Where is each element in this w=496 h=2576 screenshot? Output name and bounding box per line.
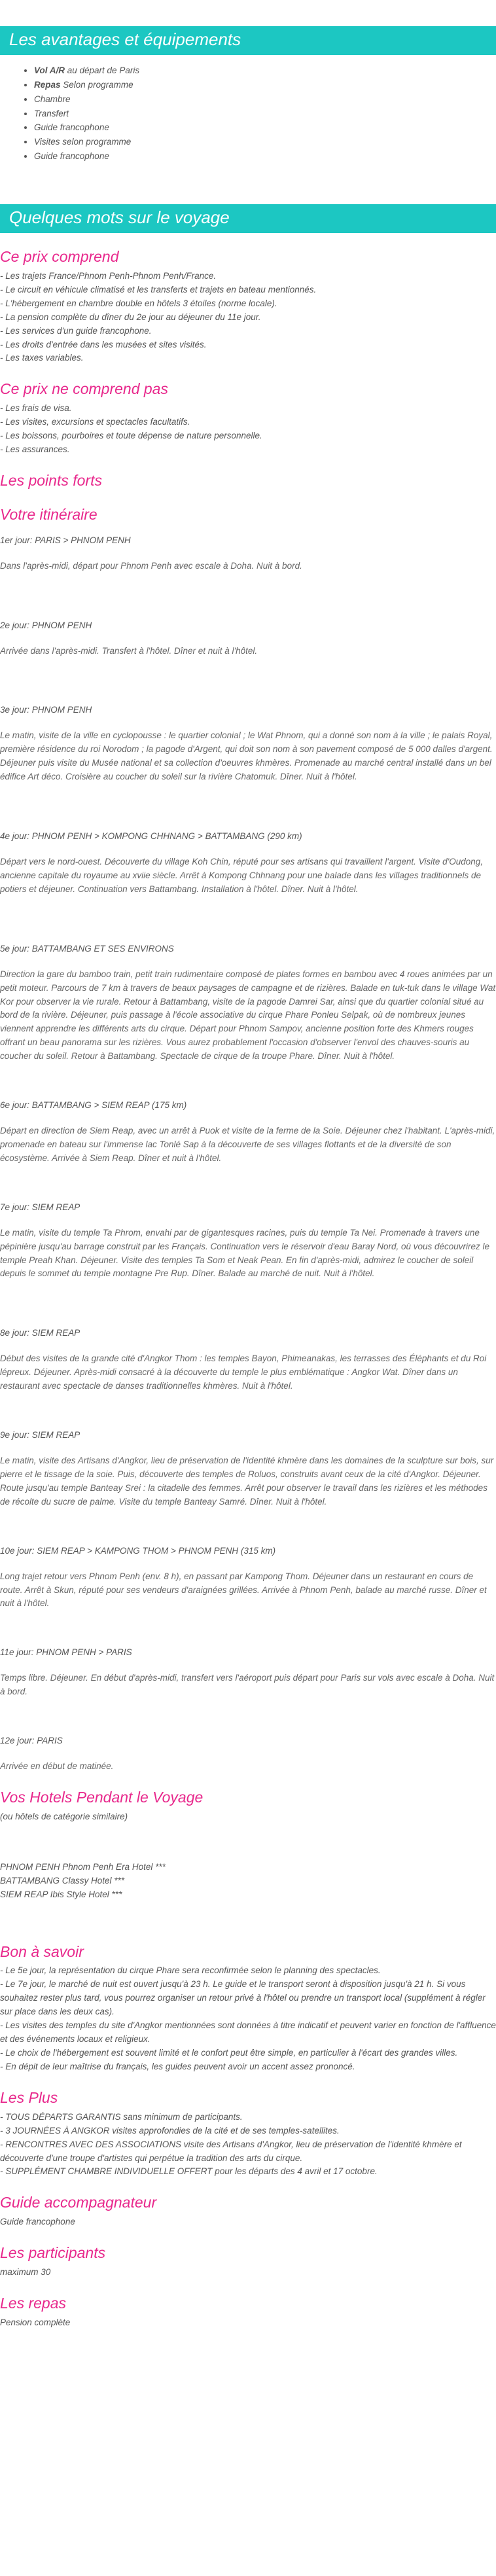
list-item: - Les visites, excursions et spectacles facultatifs. (0, 417, 190, 427)
day-text: Temps libre. Déjeuner. En début d'après-midi, transfert vers l'aéroport puis départ pour Paris sur vols avec escale à Doha. Nuit à bord. (0, 1673, 495, 1697)
repas-heading: Les repas (0, 2294, 67, 2312)
itinerary-day (0, 704, 496, 784)
advantage-item: • Visites selon programme (34, 135, 496, 149)
day-title: 9e jour: SIEM REAP (0, 1430, 80, 1440)
itinerary-day (0, 1327, 496, 1393)
voyage-title: Quelques mots sur le voyage (9, 207, 230, 228)
day-title: 12e jour: PARIS (0, 1736, 63, 1746)
itinerary-day (0, 1099, 496, 1166)
day-title: 5e jour: BATTAMBANG ET SES ENVIRONS (0, 943, 174, 954)
hotel-item: BATTAMBANG Classy Hotel *** (0, 1875, 125, 1886)
day-title: 10e jour: SIEM REAP > KAMPONG THOM > PHNOM PENH (315 km) (0, 1545, 276, 1556)
day-text: Arrivée dans l'après-midi. Transfert à l'hôtel. Dîner et nuit à l'hôtel. (0, 645, 258, 656)
list-item: - La pension complète du dîner du 2e jour au déjeuner du 11e jour. (0, 312, 261, 322)
day-text: Arrivée en début de matinée. (0, 1761, 114, 1772)
day-title: 2e jour: PHNOM PENH (0, 620, 92, 630)
advantages-list (0, 64, 496, 164)
list-item: - Les assurances. (0, 444, 70, 455)
itinerary-day (0, 1734, 496, 1774)
advantages-title: Les avantages et équipements (9, 29, 241, 49)
list-item: - Les frais de visa. (0, 403, 72, 414)
list-item: - L'hébergement en chambre double en hôtels 3 étoiles (norme locale). (0, 298, 277, 308)
list-item: - RENCONTRES AVEC DES ASSOCIATIONS visite des Artisans d'Angkor, lieu de préservation de l'identité khmère et découverte d'une troupe d'artistes qui perpétue la tradition des arts du cirque. (0, 2139, 462, 2163)
list-item: - 3 JOURNÉES À ANGKOR visites approfondies de la cité et de ses temples-satellites. (0, 2125, 340, 2136)
hotel-item: SIEM REAP Ibis Style Hotel *** (0, 1889, 122, 1899)
day-title: 3e jour: PHNOM PENH (0, 705, 92, 715)
prix-comprend-list (0, 270, 496, 365)
itinerary-day (0, 1429, 496, 1509)
hotels-list (0, 1861, 496, 1902)
advantage-item: • Guide francophone (34, 121, 496, 135)
advantage-item: • Vol A/R au départ de Paris (34, 64, 496, 78)
day-title: 4e jour: PHNOM PENH > KOMPONG CHHNANG > BATTAMBANG (290 km) (0, 831, 302, 842)
participants-text: maximum 30 (0, 2267, 51, 2278)
advantage-item: • Repas Selon programme (34, 79, 496, 92)
list-item: - Le 5e jour, la représentation du cirque Phare sera reconfirmée selon le planning des spectacles. (0, 1965, 381, 1976)
guide-text: Guide francophone (0, 2217, 75, 2227)
guide-heading: Guide accompagnateur (0, 2194, 157, 2211)
advantage-item: • Chambre (34, 93, 496, 107)
list-item: - Les services d'un guide francophone. (0, 325, 152, 336)
hotels-heading: Vos Hotels Pendant le Voyage (0, 1789, 204, 1806)
list-item: - Les boissons, pourboires et toute dépense de nature personnelle. (0, 431, 262, 441)
day-title: 11e jour: PHNOM PENH > PARIS (0, 1647, 132, 1658)
day-text: Le matin, visite des Artisans d'Angkor, lieu de préservation de l'identité khmère dans les domaines de la sculpture sur bois, sur pierre et le tissage de la soie. Puis, découverte des temples de Roluos, construits avant ceux de la cité d'Angkor. Déjeuner. Route jusqu'au temple Banteay Srei : la citadelle des femmes. Arrêt pour observer le travail dans les rizières et les méthodes de récolte du sucre de palme. Visite du temple Banteay Samré. Dîner. Nuit à l'hôtel. (0, 1456, 494, 1507)
itinerary-day (0, 942, 496, 1064)
list-item: - Les trajets France/Phnom Penh-Phnom Penh/France. (0, 270, 217, 281)
day-title: 7e jour: SIEM REAP (0, 1202, 80, 1212)
list-item: - Le circuit en véhicule climatisé et les transferts et trajets en bateau mentionnés. (0, 284, 317, 295)
itinerary-day (0, 1201, 496, 1281)
day-text: Le matin, visite du temple Ta Phrom, envahi par de gigantesques racines, puis du temple Ta Nei. Promenade à travers une pépinière jusqu'au barrage construit par les Français. Continuation vers le réservoir d'eau Baray Nord, où vous découvrirez le temple Preah Khan. Déjeuner. Visite des temples Ta Som et Neak Pean. En fin d'après-midi, admirez le coucher de soleil depuis le sommet du temple montagne Pre Rup. Dîner. Balade au marché de nuit. Nuit à l'hôtel. (0, 1227, 490, 1279)
itineraire-heading: Votre itinéraire (0, 505, 97, 523)
advantage-item: • Guide francophone (34, 150, 496, 164)
day-title: 1er jour: PARIS > PHNOM PENH (0, 535, 131, 545)
voyage-content (0, 247, 496, 2330)
itinerary-day (0, 830, 496, 897)
day-text: Le matin, visite de la ville en cyclopousse : le quartier colonial ; le Wat Phnom, qui a donné son nom à la ville ; le palais Royal, première résidence du roi Norodom ; la pagode d'Argent, qui doit son nom à son pavement composé de 5 000 dalles d'argent. Déjeuner puis visite du Musée national et sa collection d'oeuvres khmères. Promenade au marché central installé dans un bel édifice Art déco. Croisière au coucher du soleil sur la rivière Chatomuk. Dîner. Nuit à l'hôtel. (0, 730, 493, 782)
les-plus-heading: Les Plus (0, 2088, 58, 2106)
day-text: Direction la gare du bamboo train, petit train rudimentaire composé de plates formes en bambou avec 4 roues animées par un petit moteur. Parcours de 7 km à travers de beaux paysages de campagne et de rizières. Balade en tuk-tuk dans le village Wat Kor pour observer la vie rurale. Retour à Battambang, visite de la pagode Damrei Sar, ainsi que du quartier colonial situé au bord de la rivière. Déjeuner, puis passage à l'école associative du cirque Phare Ponleu Selpak, où de nombreux jeunes viennent apprendre les différents arts du cirque. Départ pour Phnom Sampov, ancienne position forte des Khmers rouges offrant un beau panorama sur les rizières. Vous aurez probablement l'occasion d'observer l'envol des chauves-souris au coucher du soleil. Retour à Battambang. Spectacle de cirque de la troupe Phare. Dîner. Nuit à l'hôtel. (0, 969, 496, 1062)
day-text: Dans l'après-midi, départ pour Phnom Penh avec escale à Doha. Nuit à bord. (0, 560, 302, 571)
list-item: - SUPPLÉMENT CHAMBRE INDIVIDUELLE OFFERT pour les départs des 4 avril et 17 octobre. (0, 2166, 378, 2177)
bon-savoir-heading: Bon à savoir (0, 1942, 84, 1960)
bon-savoir-list (0, 1964, 496, 2073)
itinerary-day (0, 534, 496, 573)
hotels-subtitle: (ou hôtels de catégorie similaire) (0, 1811, 128, 1821)
day-text: Départ vers le nord-ouest. Découverte du village Koh Chin, réputé pour ses artisans qui travaillent l'argent. Visite d'Oudong, ancienne capitale du royaume au xviie siècle. Arrêt à Kompong Chhnang pour une balade dans les villages traditionnels de potiers et déjeuner. Continuation vers Battambang. Installation à l'hôtel. Dîner. Nuit à l'hôtel. (0, 856, 484, 894)
hotel-item: PHNOM PENH Phnom Penh Era Hotel *** (0, 1861, 166, 1872)
list-item: - Le choix de l'hébergement est souvent limité et le confort peut être simple, en particulier à l'écart des grandes villes. (0, 2048, 458, 2058)
day-text: Début des visites de la grande cité d'Angkor Thom : les temples Bayon, Phimeanakas, les terrasses des Éléphants et du Roi lépreux. Déjeuner. Après-midi consacré à la découverte du temple le plus emblématique : Angkor Wat. Dîner dans un restaurant avec spectacle de danses traditionnelles khmères. Nuit à l'hôtel. (0, 1353, 487, 1391)
participants-heading: Les participants (0, 2244, 106, 2262)
voyage-header (0, 204, 496, 233)
itinerary-day (0, 1646, 496, 1699)
list-item: - TOUS DÉPARTS GARANTIS sans minimum de participants. (0, 2111, 243, 2122)
prix-non-comprend-list (0, 402, 496, 457)
points-forts-heading: Les points forts (0, 471, 102, 489)
list-item: - Les taxes variables. (0, 353, 84, 363)
les-plus-list (0, 2111, 496, 2179)
list-item: - Le 7e jour, le marché de nuit est ouvert jusqu'à 23 h. Le guide et le transport seront à disposition jusqu'à 21 h. Si vous souhaitez rester plus tard, vous pourrez organiser un retour privé à l'hôtel ou prendre un transport local (supplément à régler sur place dans les deux cas). (0, 1979, 486, 2017)
repas-text: Pension complète (0, 2317, 71, 2327)
prix-non-comprend-heading: Ce prix ne comprend pas (0, 380, 168, 398)
itinerary-day (0, 1545, 496, 1611)
list-item: - Les visites des temples du site d'Angkor mentionnées sont données à titre indicatif et peuvent varier en fonction de l'affluence et des événements locaux et religieux. (0, 2020, 496, 2045)
itinerary-day (0, 619, 496, 658)
day-title: 8e jour: SIEM REAP (0, 1328, 80, 1338)
list-item: - Les droits d'entrée dans les musées et sites visités. (0, 339, 207, 349)
advantage-item: • Transfert (34, 107, 496, 121)
advantages-header (0, 26, 496, 55)
prix-comprend-heading: Ce prix comprend (0, 248, 119, 266)
day-text: Départ en direction de Siem Reap, avec un arrêt à Puok et visite de la ferme de la Soie. Déjeuner chez l'habitant. L'après-midi, promenade en bateau sur l'immense lac Tonlé Sap à la découverte de ses villages flottants et de la diversité de son écosystème. Arrivée à Siem Reap. Dîner et nuit à l'hôtel. (0, 1126, 495, 1163)
day-text: Long trajet retour vers Phnom Penh (env. 8 h), en passant par Kampong Thom. Déjeuner dans un restaurant en cours de route. Arrêt à Skun, réputé pour ses vendeurs d'araignées grillées. Arrivée à Phnom Penh, balade au marché russe. Dîner et nuit à l'hôtel. (0, 1571, 487, 1609)
day-title: 6e jour: BATTAMBANG > SIEM REAP (175 km) (0, 1100, 187, 1111)
list-item: - En dépit de leur maîtrise du français, les guides peuvent avoir un accent assez prononcé. (0, 2061, 355, 2071)
